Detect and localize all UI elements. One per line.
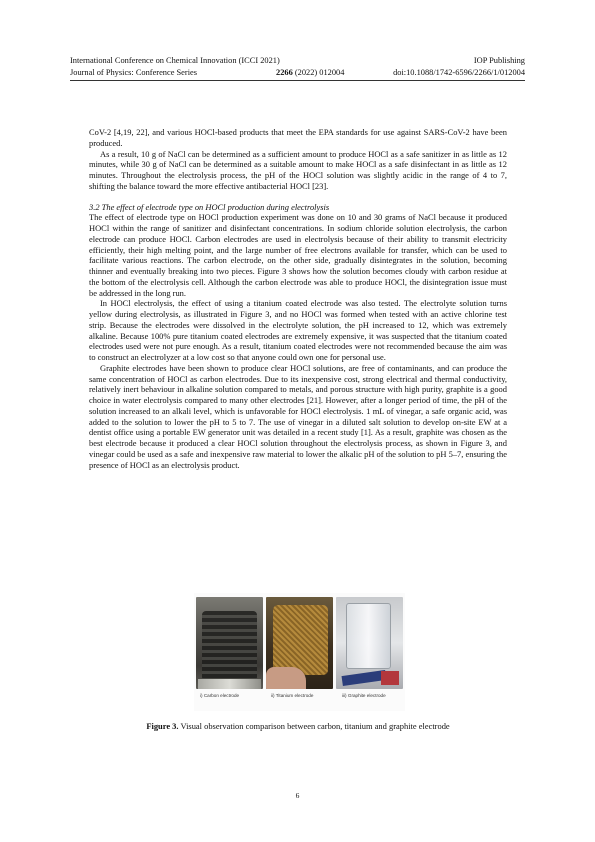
figure-caption-text: Visual observation comparison between carbon, titanium and graphite electrode [180, 721, 450, 731]
hand [266, 667, 306, 689]
publisher-name: IOP Publishing [473, 56, 525, 65]
year-issue: (2022) 012004 [294, 68, 345, 77]
photo-caption-carbon: i) Carbon electrode [200, 693, 240, 698]
test-strip-pack [342, 670, 387, 686]
titanium-electrode-photo [266, 597, 333, 689]
section-heading: 3.2 The effect of electrode type on HOCl production during electrolysis [89, 201, 330, 212]
graphite-electrode-photo [336, 597, 403, 689]
figure-label: Figure 3. [146, 721, 179, 731]
photo-caption-titanium: ii) Titanium electrode [271, 693, 314, 698]
photo-caption-graphite: iii) Graphite electrode [342, 693, 386, 698]
foil-base [198, 679, 261, 689]
test-strip-pack-red [381, 671, 399, 685]
figure-3-photos [194, 593, 405, 711]
page-number: 6 [295, 791, 300, 800]
header-rule [70, 80, 525, 81]
paragraph-graphite-electrode: Graphite electrodes have been shown to produce clear HOCl solutions, are free of contaminants, and can produce the same concentration of HOCl as carbon electrodes. Due to its inexpensive cost, strong electrical and thermal conductivity, relatively inert behaviour in alkaline solution compared to metals, and porous structure with high purity, graphite is a good choice in water electrolysis compared to many other electrodes [21]. However, after a longer period of time, the pH of the solution increased to an alkali level, which is unfavorable for HOCl electrolysis. 1 mL of vinegar, a safe organic acid, was added to the solution to lower the pH to 5 to 7. The use of vinegar in a diluted salt solution to develop on-site EW at a dentist office using a portable EW generator unit was detailed in a recent study [1]. As a result, graphite was chosen as the best electrode because it produced a clear HOCl solution throughout the electrolysis process, as shown in Figure 3, and vinegar could be used as a safe and inexpensive raw material to lower the alkalic pH of the solution to pH 5–7, ensuring the presence of HOCl as an electrolysis product. [89, 362, 507, 470]
volume-number: 2266 [276, 68, 293, 77]
journal-name: Journal of Physics: Conference Series [70, 68, 197, 77]
body-text [89, 127, 507, 470]
conference-name: International Conference on Chemical Innovation (ICCI 2021) [70, 56, 280, 65]
doi-link[interactable]: doi:10.1088/1742-6596/2266/1/012004 [393, 68, 525, 77]
paragraph-carbon-electrode: The effect of electrode type on HOCl production experiment was done on 10 and 30 grams of NaCl because it produced HOCl within the range of sanitizer and disinfectant concentrations. In sodium chloride solution electrolysis, the carbon electrode can produce HOCl. Carbon electrodes are used in electrolysis because of their ability to transmit electricity efficiently, their high melting point, and the large number of free electrons available for transfer, which can be used to facilitate various reactions. The carbon electrode, on the other side, gradually disintegrates in the solution, becoming thinner and eventually breaking into two pieces. Figure 3 shows how the solution becomes cloudy with carbon residue at the bottom of the electrolysis cell. Although the carbon electrode was able to produce HOCl, the disintegration issue must be addressed in the long run. [89, 212, 507, 298]
titanium-electrolysis-cell [273, 605, 328, 675]
figure-caption [89, 721, 507, 732]
citation-info [276, 68, 344, 78]
paragraph-titanium-electrode: In HOCl electrolysis, the effect of using a titanium coated electrode was also tested. The electrolyte solution turns yellow during electrolysis, as illustrated in Figure 3, and no HOCl was formed when tested with an active chlorine test strip. Because the electrodes were dissolved in the electrolyte solution, the pH increased to 12, which was extremely alkaline. Because 100% pure titanium coated electrodes are extremely expensive, it was suspected that the titanium coated electrodes used were not pure enough. As a result, titanium coated electrodes were not recommended because the aim was to construct an electrolyzer at a low cost so that anyone could own one for personal use. [89, 298, 507, 362]
carbon-electrode-photo [196, 597, 263, 689]
paragraph-nacl-amount: As a result, 10 g of NaCl can be determined as a sufficient amount to produce HOCl as a safe sanitizer in as little as 12 minutes, while 30 g of NaCl can be determined as a suitable amount to make HOCl as a safe disinfectant in as little as 12 minutes. Throughout the electrolysis process, the pH of the HOCl solution was slightly acidic in the range of 4 to 7, shifting the balance toward the more effective antibacterial HOCl [23]. [89, 148, 507, 191]
carbon-electrolysis-cell [202, 611, 257, 681]
graphite-electrolysis-cell [346, 603, 391, 669]
paragraph-continued: CoV-2 [4,19, 22], and various HOCl-based products that meet the EPA standards for use against SARS-CoV-2 have been produced. [89, 127, 507, 148]
